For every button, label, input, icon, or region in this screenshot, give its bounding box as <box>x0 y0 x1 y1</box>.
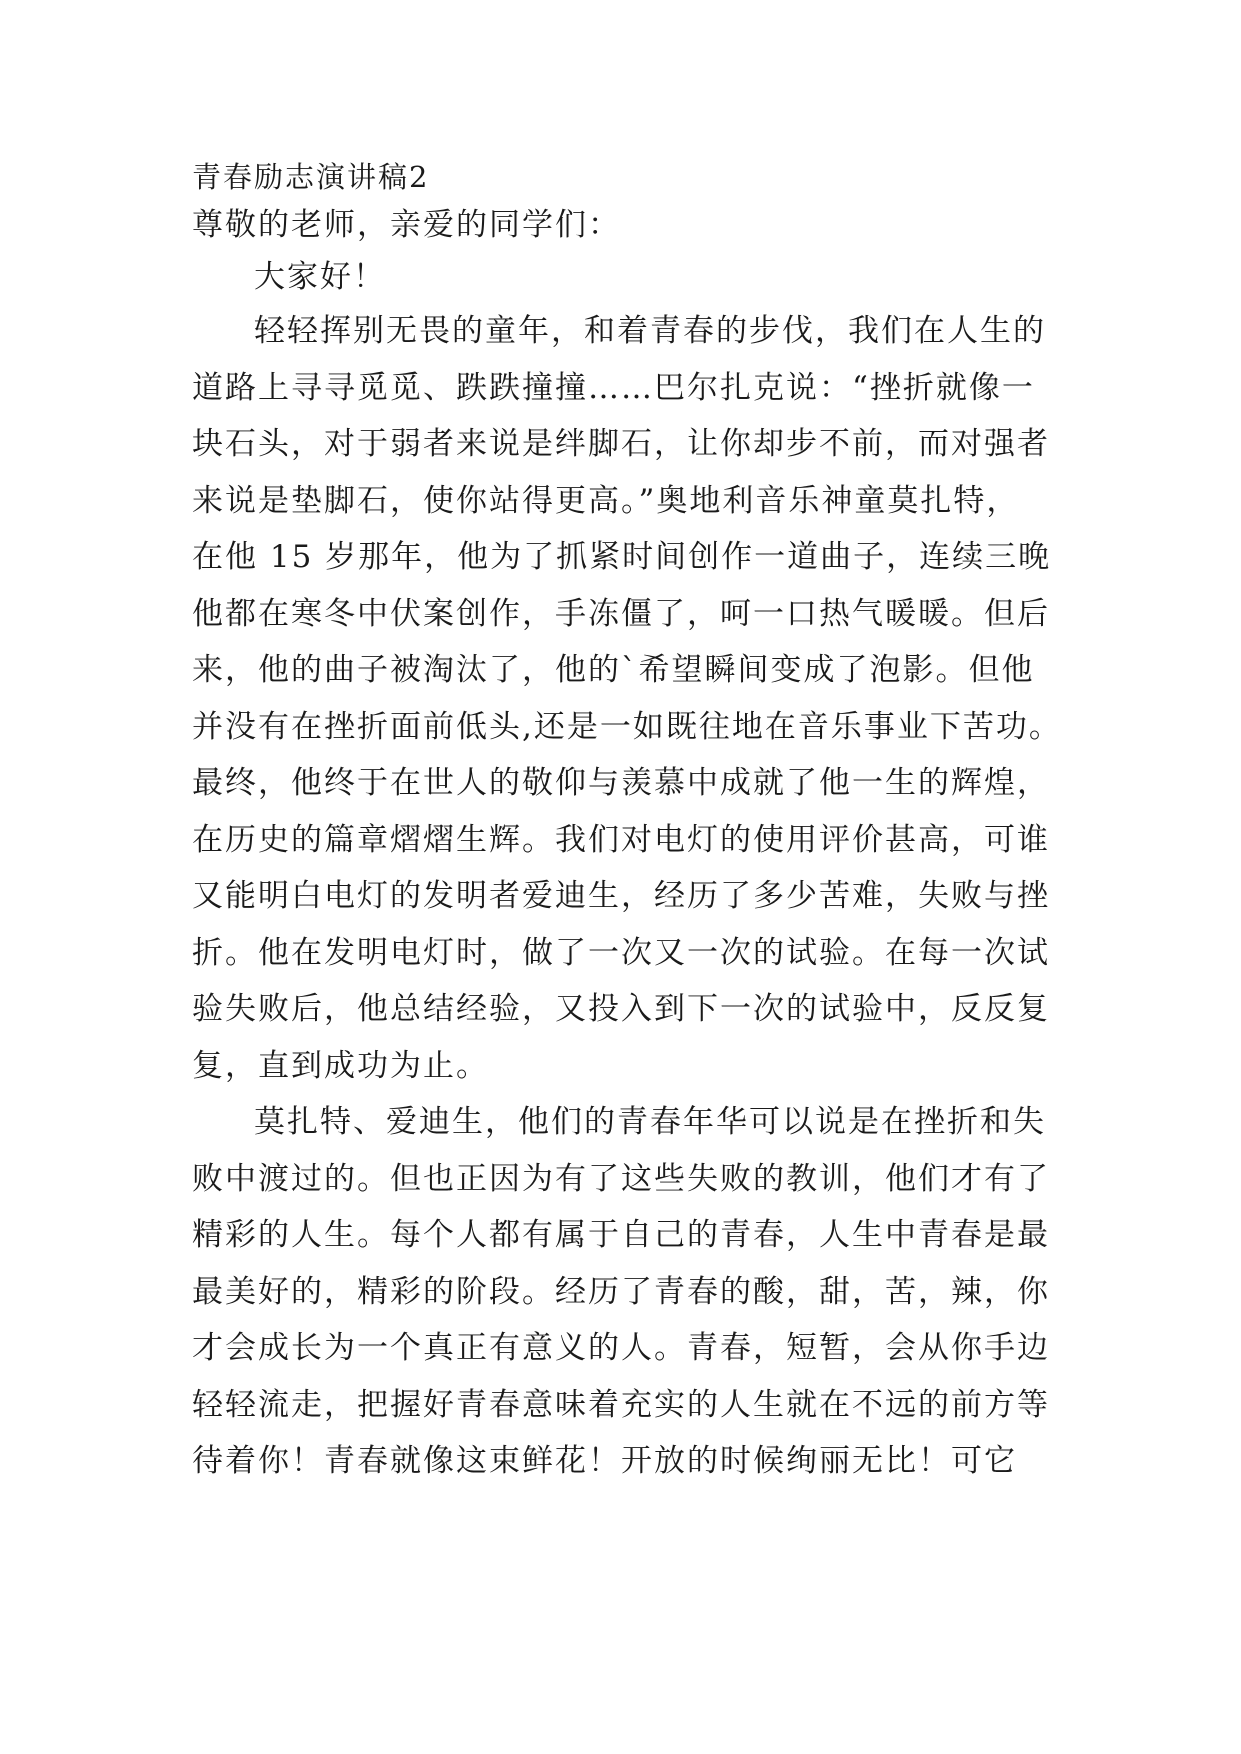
paragraph-line: 精彩的人生。每个人都有属于自己的青春，人生中青春是最 <box>192 1217 1050 1253</box>
paragraph-line: 他都在寒冬中伏案创作，手冻僵了，呵一口热气暖暖。但后 <box>192 595 1050 632</box>
salutation: 尊敬的老师，亲爱的同学们： <box>192 207 621 243</box>
paragraph-line: 最美好的，精彩的阶段。经历了青春的酸，甜，苦，辣，你 <box>192 1273 1050 1310</box>
paragraph-line: 验失败后，他总结经验，又投入到下一次的试验中，反反复 <box>192 991 1050 1027</box>
paragraph-line: 待着你！青春就像这束鲜花！开放的时候绚丽无比！可它 <box>192 1443 1017 1479</box>
paragraph-line: 道路上寻寻觅觅、跌跌撞撞……巴尔扎克说：“挫折就像一 <box>192 369 1035 406</box>
paragraph-line: 莫扎特、爱迪生，他们的青春年华可以说是在挫折和失 <box>254 1104 1046 1140</box>
document-title: 青春励志演讲稿2 <box>192 160 430 194</box>
paragraph-line: 来说是垫脚石，使你站得更高。”奥地利音乐神童莫扎特， <box>192 482 1020 519</box>
paragraph-line: 块石头，对于弱者来说是绊脚石，让你却步不前，而对强者 <box>192 426 1050 462</box>
paragraph-1 <box>192 303 1062 1094</box>
paragraph-line: 又能明白电灯的发明者爱迪生，经历了多少苦难，失败与挫 <box>192 878 1050 914</box>
paragraph-line: 复，直到成功为止。 <box>192 1047 489 1084</box>
paragraph-line: 折。他在发明电灯时，做了一次又一次的试验。在每一次试 <box>192 934 1050 971</box>
paragraph-line: 最终，他终于在世人的敬仰与羡慕中成就了他一生的辉煌， <box>192 765 1050 801</box>
paragraph-line: 来，他的曲子被淘汰了，他的`希望瞬间变成了泡影。但他 <box>192 652 1035 688</box>
paragraph-line: 轻轻挥别无畏的童年，和着青春的步伐，我们在人生的 <box>254 313 1046 349</box>
paragraph-line: 并没有在挫折面前低头,还是一如既往地在音乐事业下苦功。 <box>192 708 1062 745</box>
salutation-block <box>192 199 1062 303</box>
paragraph-2 <box>192 1094 1062 1490</box>
paragraph-line: 轻轻流走，把握好青春意味着充实的人生就在不远的前方等 <box>192 1386 1050 1423</box>
paragraph-line: 在历史的篇章熠熠生辉。我们对电灯的使用评价甚高，可谁 <box>192 821 1050 858</box>
document-body <box>192 155 1062 1490</box>
paragraph-line: 才会成长为一个真正有意义的人。青春，短暂，会从你手边 <box>192 1330 1050 1366</box>
paragraph-line: 在他 15 岁那年，他为了抓紧时间创作一道曲子，连续三晚 <box>192 539 1052 575</box>
greeting: 大家好！ <box>254 259 386 295</box>
paragraph-line: 败中渡过的。但也正因为有了这些失败的教训，他们才有了 <box>192 1160 1050 1197</box>
